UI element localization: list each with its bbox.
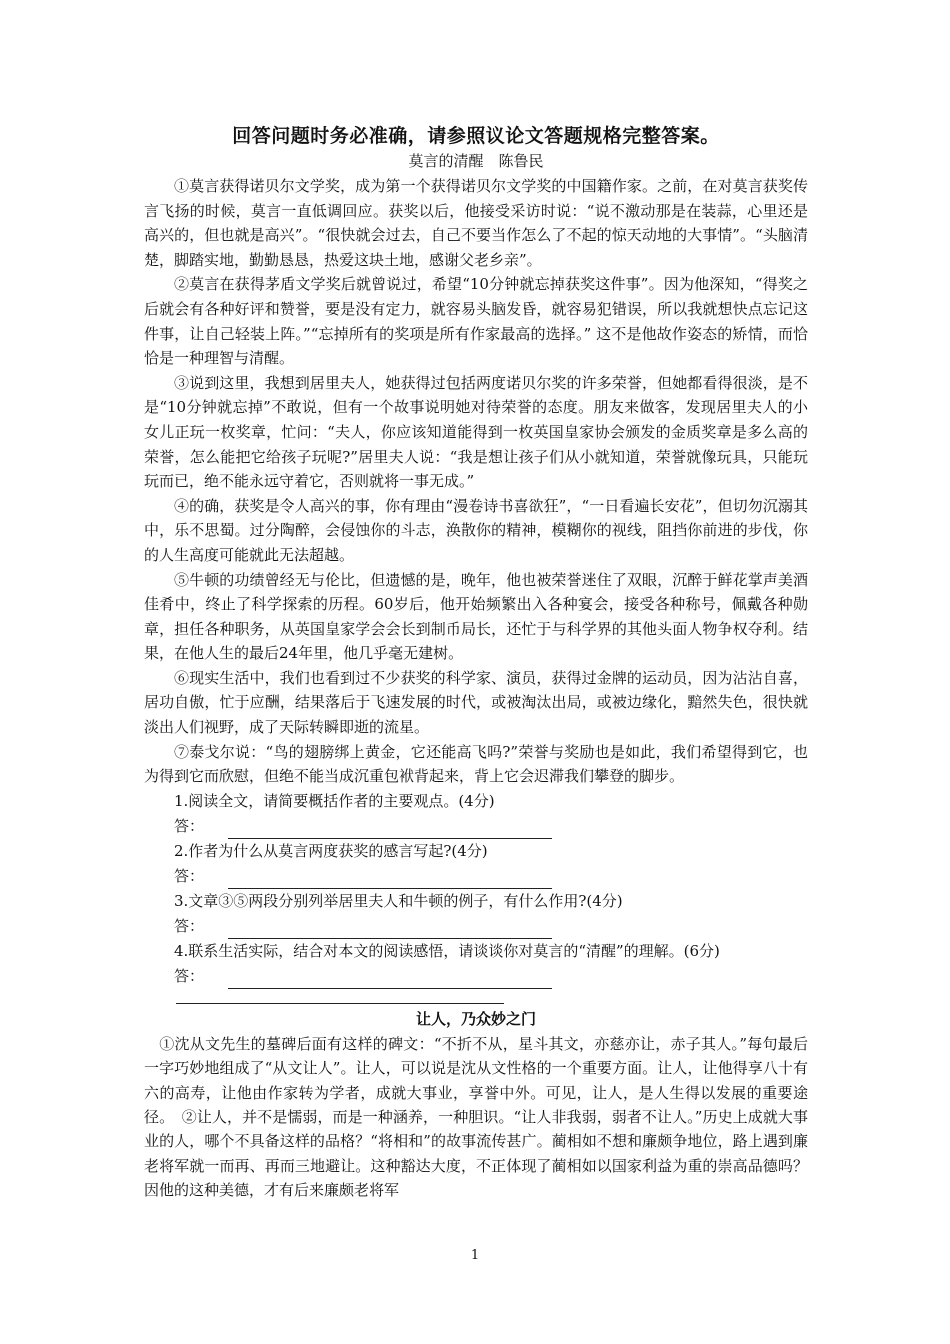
paragraph-6: ⑥现实生活中，我们也看到过不少获奖的科学家、演员，获得过金牌的运动员，因为沾沾自喜，居功自傲，忙于应酬，结果落后于飞速发展的时代，或被淘汰出局，或被边缘化，黯然失色，很快就淡出人们视野，成了天际转瞬即逝的流星。 [144,668,808,737]
question-3: 3.文章③⑤两段分别列举居里夫人和牛顿的例子，有什么作用?(4分) [174,891,623,910]
answer-row-3 [144,914,808,939]
answer-row-1 [144,814,808,839]
answer-label: 答： [174,916,205,935]
article-2-text: ①沈从文先生的墓碑后面有这样的碑文：“不折不从，星斗其文，亦慈亦让，赤子其人。”每句最后一字巧妙地组成了“从文让人”。让人，可以说是沈从文性格的一个重要方面。让人，让他得享八十有六的高寿，让他由作家转为学者，成就大事业，享誉中外。可见，让人，是人生得以发展的重要途径。 ②让人，并不是懦弱，而是一种涵养，一种胆识。“让人非我弱，弱者不让人。”历史上成就大事业的人，哪个不具备这样的品格？“将相和”的故事流传甚广。蔺相如不想和廉颇争地位，路上遇到廉老将军就一而再、再而三地避让。这种豁达大度，不正体现了蔺相如以国家利益为重的崇高品德吗？因他的这种美德，才有后来廉颇老将军 [144,1034,808,1200]
paragraph-3: ③说到这里，我想到居里夫人，她获得过包括两度诺贝尔奖的许多荣誉，但她都看得很淡，是不是“10分钟就忘掉”不敢说，但有一个故事说明她对待荣誉的态度。朋友来做客，发现居里夫人的小女儿正玩一枚奖章，忙问：“夫人，你应该知道能得到一枚英国皇家协会颁发的金质奖章是多么高的荣誉，怎么能把它给孩子玩呢?”居里夫人说：“我是想让孩子们从小就知道，荣誉就像玩具，只能玩玩而已，绝不能永远守着它，否则就将一事无成。” [144,373,808,491]
paragraph-4: ④的确，获奖是令人高兴的事，你有理由“漫卷诗书喜欲狂”，“一日看遍长安花”，但切勿沉溺其中，乐不思蜀。过分陶醉，会侵蚀你的斗志，涣散你的精神，模糊你的视线，阻挡你前进的步伐，你的人生高度可能就此无法超越。 [144,496,808,564]
page-title: 回答问题时务必准确，请参照议论文答题规格完整答案。 [232,125,720,147]
question-1: 1.阅读全文，请简要概括作者的主要观点。(4分) [174,791,495,810]
answer-line[interactable] [228,822,552,839]
question-2: 2.作者为什么从莫言两度获奖的感言写起?(4分) [174,841,488,860]
answer-label: 答： [174,866,205,885]
answer-label: 答： [174,816,205,835]
answer-line[interactable] [228,922,552,939]
page-number: 1 [470,1248,480,1263]
paragraph-7: ⑦泰戈尔说：“鸟的翅膀绑上黄金，它还能高飞吗?”荣誉与奖励也是如此，我们希望得到它，也为得到它而欣慰，但绝不能当成沉重包袱背起来，背上它会迟滞我们攀登的脚步。 [144,742,808,786]
answer-row-2 [144,864,808,889]
article-title: 莫言的清醒 陈鲁民 [408,152,544,170]
question-4: 4.联系生活实际，结合对本文的阅读感悟，请谈谈你对莫言的“清醒”的理解。(6分) [174,941,720,960]
paragraph-2: ②莫言在获得茅盾文学奖后就曾说过，希望“10分钟就忘掉获奖这件事”。因为他深知，“得奖之后就会有各种好评和赞誉，要是没有定力，就容易头脑发昏，就容易犯错误，所以我就想快点忘记这件事，让自己轻装上阵。”“忘掉所有的奖项是所有作家最高的选择。” 这不是他故作姿态的矫情，而恰恰是一种理智与清醒。 [144,275,808,368]
answer-row-4 [144,964,808,989]
article-2-title: 让人，乃众妙之门 [415,1009,536,1028]
paragraph-1: ①莫言获得诺贝尔文学奖，成为第一个获得诺贝尔文学奖的中国籍作家。之前，在对莫言获奖传言飞扬的时候，莫言一直低调回应。获奖以后，他接受采访时说：“说不激动那是在装蒜，心里还是高兴的，但也就是高兴”。“很快就会过去，自己不要当作怎么了不起的惊天动地的大事情”。“头脑清楚，脚踏实地，勤勤恳恳，热爱这块土地，感谢父老乡亲”。 [144,177,808,269]
paragraph-5: ⑤牛顿的功绩曾经无与伦比，但遗憾的是，晚年，他也被荣誉迷住了双眼，沉醉于鲜花掌声美酒佳肴中，终止了科学探索的历程。60岁后，他开始频繁出入各种宴会，接受各种称号，佩戴各种勋章，担任各种职务，从英国皇家学会会长到制币局长，还忙于与科学界的其他头面人物争权夺利。结果，在他人生的最后24年里，他几乎毫无建树。 [144,570,808,663]
section-divider [176,1003,504,1004]
answer-line[interactable] [228,872,552,889]
answer-label: 答： [174,966,205,985]
answer-line[interactable] [228,972,552,989]
page-content [144,122,808,1203]
